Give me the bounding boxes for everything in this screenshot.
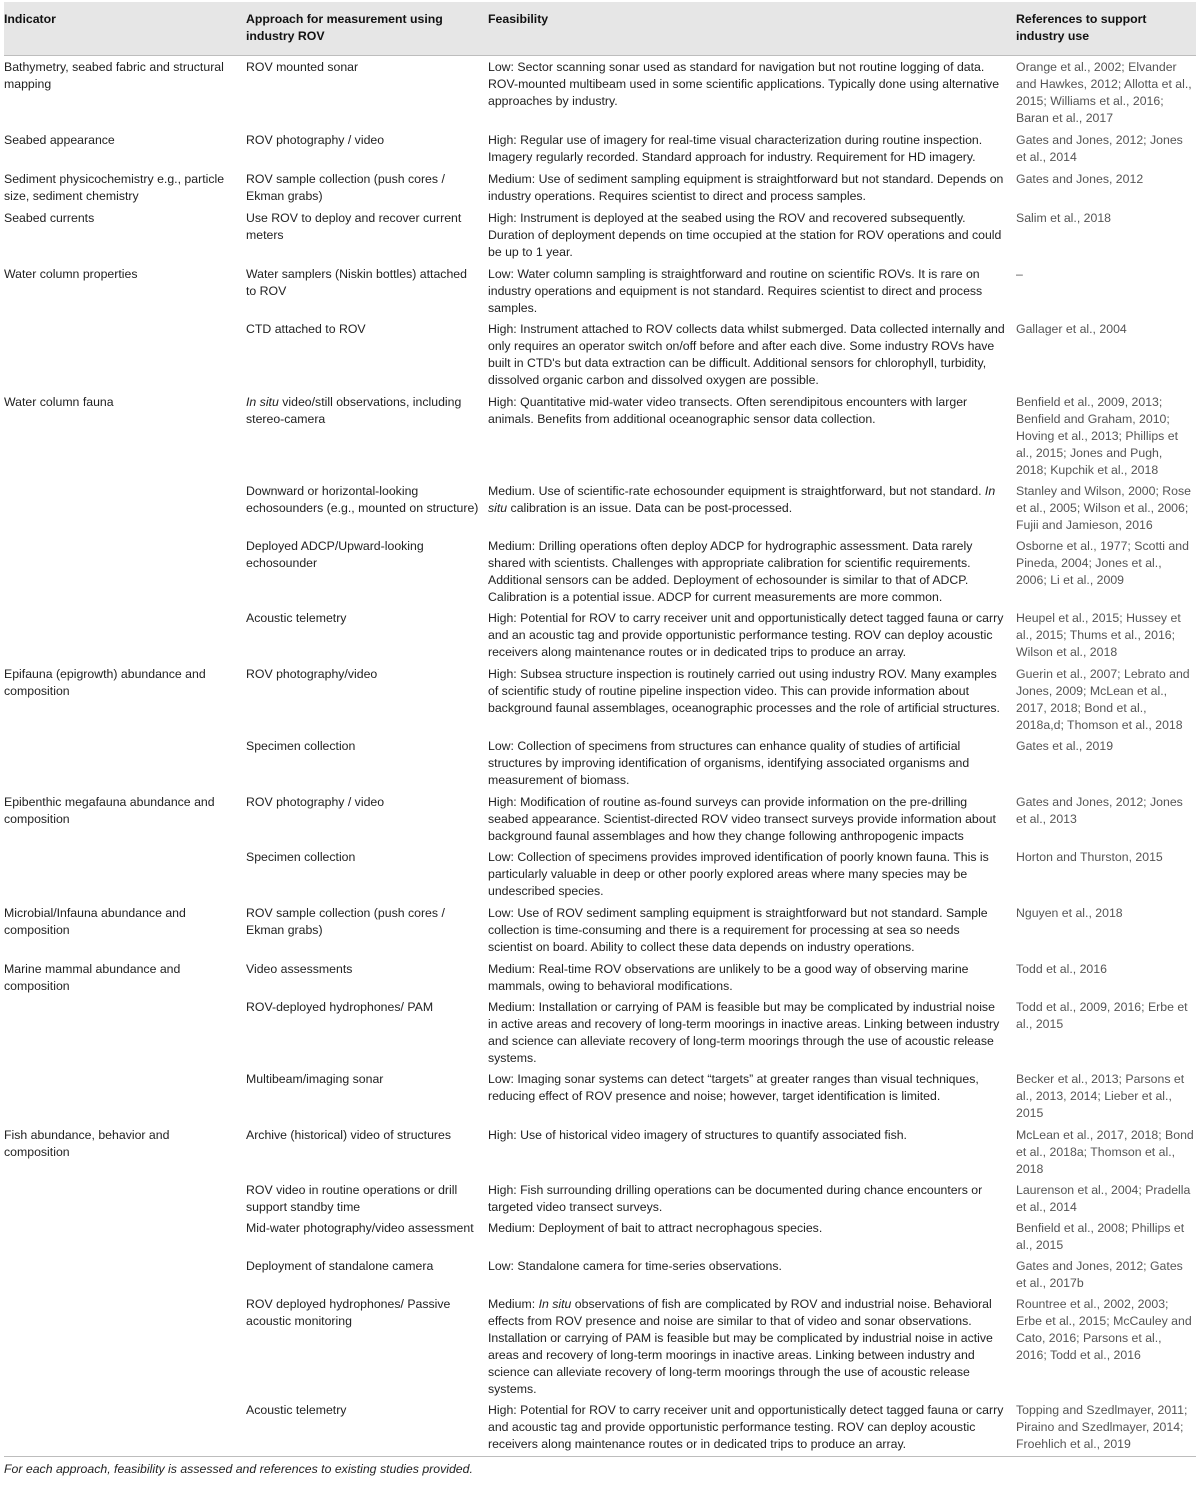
cell-feasibility <box>484 1256 1010 1294</box>
cell-approach <box>242 129 484 168</box>
feasibility-text: Low: Water column sampling is straightforward and routine on scientific ROVs. It is rare on industry operations and equipment is not standard. Requires scientist to direct and process samples. <box>488 267 983 315</box>
table-row <box>4 263 1196 319</box>
cell-feasibility <box>484 608 1010 663</box>
approach-text: ROV photography/video <box>246 667 378 681</box>
cell-approach <box>242 207 484 263</box>
approach-text: Acoustic telemetry <box>246 611 347 625</box>
feasibility-text: High: Use of historical video imagery of structures to quantify associated fish. <box>488 1128 907 1142</box>
header-feasibility: Feasibility <box>484 2 1010 56</box>
approach-text: Deployed ADCP/Upward-looking echosounder <box>246 539 424 570</box>
indicator-text: Epifauna (epigrowth) abundance and composition <box>4 667 206 698</box>
cell-feasibility <box>484 168 1010 207</box>
cell-approach <box>242 1069 484 1124</box>
references-text: Osborne et al., 1977; Scotti and Pineda, 2004; Jones et al., 2006; Li et al., 2009 <box>1016 539 1189 587</box>
header-references: References to support industry use <box>1010 2 1196 56</box>
cell-approach <box>242 168 484 207</box>
table-row <box>4 1069 1196 1124</box>
cell-indicator <box>4 1069 242 1124</box>
table-body <box>4 56 1196 1457</box>
feasibility-text: High: Fish surrounding drilling operations can be documented during chance encounters or targeted video transect surveys. <box>488 1183 983 1214</box>
table-row <box>4 997 1196 1069</box>
cell-indicator <box>4 1218 242 1256</box>
references-text: Gates and Jones, 2012; Jones et al., 2013 <box>1016 795 1183 826</box>
cell-feasibility <box>484 958 1010 997</box>
cell-indicator <box>4 129 242 168</box>
cell-references <box>1010 168 1196 207</box>
feasibility-text: Low: Collection of specimens from structures can enhance quality of studies of artificial structures by improving identification of organisms, identifying associated organisms and measurement of biomass. <box>488 739 970 787</box>
cell-references <box>1010 1256 1196 1294</box>
cell-indicator <box>4 736 242 791</box>
cell-approach <box>242 536 484 608</box>
approach-text: ROV mounted sonar <box>246 60 359 74</box>
references-text: Laurenson et al., 2004; Pradella et al., 2014 <box>1016 1183 1191 1214</box>
feasibility-text: calibration is an issue. Data can be post-processed. <box>507 501 793 515</box>
feasibility-text: Low: Collection of specimens provides improved identification of poorly known fauna. This is particularly valuable in deep or other poorly explored areas where many species may be undescribed species. <box>488 850 989 898</box>
cell-references <box>1010 902 1196 958</box>
cell-indicator <box>4 958 242 997</box>
feasibility-text: High: Instrument attached to ROV collects data whilst submerged. Data collected internally and only requires an operator switch on/off before and after each dive. Some industry ROVs have built in CTD's but data extraction can be difficult. Additional sensors for chlorophyll, turbidity, dissolved organic carbon and dissolved oxygen are possible. <box>488 322 1005 387</box>
references-text: Guerin et al., 2007; Lebrato and Jones, 2009; McLean et al., 2017, 2018; Bond et al., 2018a,d; Thomson et al., 2018 <box>1016 667 1190 732</box>
cell-indicator <box>4 56 242 130</box>
indicator-text: Bathymetry, seabed fabric and structural mapping <box>4 60 224 91</box>
feasibility-text: High: Potential for ROV to carry receiver unit and opportunistically detect tagged fauna or carry and an acoustic tag and provide opportunistic performance testing. ROV can deploy acoustic receivers along maintenance routes or in dedicated trips to produce an array. <box>488 611 1004 659</box>
cell-feasibility <box>484 1218 1010 1256</box>
cell-references <box>1010 536 1196 608</box>
indicator-text: Microbial/Infauna abundance and composition <box>4 906 186 937</box>
approach-text: Water samplers (Niskin bottles) attached to ROV <box>246 267 467 298</box>
references-text: Horton and Thurston, 2015 <box>1016 850 1163 864</box>
cell-feasibility <box>484 129 1010 168</box>
header-indicator: Indicator <box>4 2 242 56</box>
table-row <box>4 1124 1196 1180</box>
table-container <box>4 2 1196 1476</box>
table-row <box>4 736 1196 791</box>
cell-references <box>1010 608 1196 663</box>
cell-feasibility <box>484 736 1010 791</box>
references-text: Gates and Jones, 2012; Gates et al., 2017b <box>1016 1259 1183 1290</box>
references-text: Salim et al., 2018 <box>1016 211 1112 225</box>
feasibility-text: Medium: Installation or carrying of PAM is feasible but may be complicated by industrial noise in active areas and recovery of long-term moorings in inactive areas. Linking between industry and science can alleviate recovery of long-term moorings through the use of acoustic release systems. <box>488 1000 1000 1065</box>
cell-references <box>1010 319 1196 391</box>
cell-indicator <box>4 847 242 902</box>
cell-feasibility <box>484 56 1010 130</box>
cell-indicator <box>4 319 242 391</box>
cell-indicator <box>4 1180 242 1218</box>
feasibility-text: Medium: Drilling operations often deploy ADCP for hydrographic assessment. Data rarely shared with scientists. Challenges with appropriate calibration for scientific requirements. Additional sensors can be added. Deployment of echosounder is similar to that of ADCP. Calibration is a potential issue. ADCP for current measurements are more common. <box>488 539 973 604</box>
cell-approach <box>242 663 484 736</box>
cell-references <box>1010 847 1196 902</box>
indicator-text: Water column properties <box>4 267 138 281</box>
table-header <box>4 2 1196 56</box>
references-text: McLean et al., 2017, 2018; Bond et al., 2018a; Thomson et al., 2018 <box>1016 1128 1194 1176</box>
feasibility-text: Medium: Real-time ROV observations are unlikely to be a good way of observing marine mammals, owing to behavioral modifications. <box>488 962 969 993</box>
feasibility-text: Low: Use of ROV sediment sampling equipment is straightforward but not standard. Sample collection is time-consuming and there is a requirement for processing at sea so needs scientist on board. Ability to collect these data depends on industry operations. <box>488 906 988 954</box>
cell-approach <box>242 1256 484 1294</box>
indicator-text: Seabed currents <box>4 211 95 225</box>
cell-feasibility <box>484 536 1010 608</box>
table-row <box>4 207 1196 263</box>
feasibility-text: Low: Sector scanning sonar used as standard for navigation but not routine logging of data. ROV-mounted multibeam used in some scientific applications. Typically done using alternative approaches by industry. <box>488 60 1000 108</box>
cell-indicator <box>4 263 242 319</box>
approach-text: ROV photography / video <box>246 133 385 147</box>
approach-text: ROV-deployed hydrophones/ PAM <box>246 1000 434 1014</box>
table-row <box>4 791 1196 847</box>
feasibility-lead: Medium. Use of scientific-rate echosounder equipment is straightforward, but not standard. <box>488 484 982 498</box>
cell-approach <box>242 736 484 791</box>
cell-references <box>1010 129 1196 168</box>
feasibility-text: High: Instrument is deployed at the seabed using the ROV and recovered subsequently. Duration of deployment depends on time occupied at the station for ROV operations and could be up to 1 year. <box>488 211 1002 259</box>
italic-term: In situ <box>538 1297 572 1311</box>
approach-text: Archive (historical) video of structures <box>246 1128 452 1142</box>
table-row <box>4 1180 1196 1218</box>
indicator-text: Epibenthic megafauna abundance and composition <box>4 795 215 826</box>
header-approach: Approach for measurement using industry ROV <box>242 2 484 56</box>
approach-text: ROV video in routine operations or drill support standby time <box>246 1183 458 1214</box>
table-row <box>4 391 1196 481</box>
cell-approach <box>242 1294 484 1400</box>
references-text: Rountree et al., 2002, 2003; Erbe et al., 2015; McCauley and Cato, 2016; Parsons et al., 2016; Todd et al., 2016 <box>1016 1297 1192 1362</box>
table-row <box>4 847 1196 902</box>
feasibility-text: High: Quantitative mid-water video transects. Often serendipitous encounters with larger animals. Benefits from additional oceanographic sensor data collection. <box>488 395 968 426</box>
cell-approach <box>242 263 484 319</box>
approach-text: Multibeam/imaging sonar <box>246 1072 384 1086</box>
table-footnote: For each approach, feasibility is assessed and references to existing studies provided. <box>4 1462 473 1476</box>
references-text: Topping and Szedlmayer, 2011; Piraino and Szedlmayer, 2014; Froehlich et al., 2019 <box>1016 1403 1188 1451</box>
cell-indicator <box>4 207 242 263</box>
feasibility-text: High: Subsea structure inspection is routinely carried out using industry ROV. Many examples of scientific study of routine pipeline inspection video. This can provide information about background faunal assemblages, oceanographic processes and the role of artificial structures. <box>488 667 1000 715</box>
cell-approach <box>242 1400 484 1457</box>
references-text: Becker et al., 2013; Parsons et al., 2013, 2014; Lieber et al., 2015 <box>1016 1072 1185 1120</box>
cell-references <box>1010 1180 1196 1218</box>
approach-text: ROV sample collection (push cores / Ekman grabs) <box>246 906 445 937</box>
cell-references <box>1010 1218 1196 1256</box>
cell-approach <box>242 997 484 1069</box>
approach-text: Deployment of standalone camera <box>246 1259 434 1273</box>
references-text: Nguyen et al., 2018 <box>1016 906 1123 920</box>
table-row <box>4 168 1196 207</box>
table-row <box>4 536 1196 608</box>
approach-text: Mid-water photography/video assessment <box>246 1221 474 1235</box>
indicator-text: Sediment physicochemistry e.g., particle size, sediment chemistry <box>4 172 225 203</box>
cell-indicator <box>4 663 242 736</box>
cell-approach <box>242 608 484 663</box>
table-row <box>4 1294 1196 1400</box>
cell-indicator <box>4 168 242 207</box>
references-text: Benfield et al., 2008; Phillips et al., 2015 <box>1016 1221 1185 1252</box>
table-row <box>4 56 1196 130</box>
table-row <box>4 958 1196 997</box>
cell-feasibility <box>484 997 1010 1069</box>
cell-feasibility <box>484 847 1010 902</box>
cell-references <box>1010 736 1196 791</box>
approach-text: Specimen collection <box>246 850 356 864</box>
cell-references <box>1010 1124 1196 1180</box>
references-text: Gates and Jones, 2012 <box>1016 172 1144 186</box>
cell-feasibility <box>484 1180 1010 1218</box>
feasibility-lead: Medium: <box>488 1297 536 1311</box>
cell-indicator <box>4 536 242 608</box>
table-row <box>4 608 1196 663</box>
cell-indicator <box>4 1294 242 1400</box>
italic-term: In situ <box>488 484 996 515</box>
cell-feasibility <box>484 263 1010 319</box>
approach-text: CTD attached to ROV <box>246 322 366 336</box>
cell-feasibility <box>484 663 1010 736</box>
indicator-text: Seabed appearance <box>4 133 115 147</box>
table-row <box>4 1256 1196 1294</box>
feasibility-text: High: Modification of routine as-found surveys can provide information on the pre-drilling seabed appearance. Scientist-directed ROV video transect surveys provide information about background faunal assemblages and how they change following anthropogenic impacts <box>488 795 996 843</box>
references-text: Todd et al., 2016 <box>1016 962 1107 976</box>
cell-indicator <box>4 391 242 481</box>
cell-approach <box>242 1180 484 1218</box>
cell-references <box>1010 391 1196 481</box>
cell-approach <box>242 319 484 391</box>
cell-indicator <box>4 481 242 536</box>
approach-text: Specimen collection <box>246 739 356 753</box>
cell-references <box>1010 997 1196 1069</box>
feasibility-text: observations of fish are complicated by ROV and industrial noise. Behavioral effects from ROV presence and noise are similar to that of video and sonar observations. Installation or carrying of PAM is feasible but may be complicated by industrial noise in active areas and recovery of long-term moorings in inactive areas. Linking between industry and science can alleviate recovery of long-term moorings through the use of acoustic release systems. <box>488 1297 993 1396</box>
cell-indicator <box>4 997 242 1069</box>
cell-approach <box>242 481 484 536</box>
cell-feasibility <box>484 1069 1010 1124</box>
cell-feasibility <box>484 391 1010 481</box>
feasibility-text: High: Regular use of imagery for real-time visual characterization during routine inspection. Imagery regularly recorded. Standard approach for industry. Requirement for HD imagery. <box>488 133 983 164</box>
header-row <box>4 2 1196 56</box>
cell-approach <box>242 1218 484 1256</box>
cell-feasibility <box>484 1400 1010 1457</box>
cell-feasibility <box>484 481 1010 536</box>
cell-indicator <box>4 902 242 958</box>
references-text: Orange et al., 2002; Elvander and Hawkes, 2012; Allotta et al., 2015; Williams et al., 2016; Baran et al., 2017 <box>1016 60 1192 125</box>
references-text: – <box>1016 267 1023 281</box>
approach-text: ROV photography / video <box>246 795 385 809</box>
cell-references <box>1010 1069 1196 1124</box>
approach-text: Video assessments <box>246 962 353 976</box>
cell-references <box>1010 207 1196 263</box>
feasibility-text: Medium: Use of sediment sampling equipment is straightforward but not standard. Depends on industry operations. Requires scientist to direct and process samples. <box>488 172 1004 203</box>
italic-term: In situ <box>246 395 279 409</box>
indicator-text: Marine mammal abundance and composition <box>4 962 181 993</box>
cell-approach <box>242 391 484 481</box>
cell-references <box>1010 481 1196 536</box>
feasibility-text: Low: Imaging sonar systems can detect “targets” at greater ranges than visual techniques, reducing effect of ROV presence and noise; however, target identification is limited. <box>488 1072 979 1103</box>
cell-references <box>1010 958 1196 997</box>
cell-indicator <box>4 1256 242 1294</box>
cell-references <box>1010 1294 1196 1400</box>
approach-text: Acoustic telemetry <box>246 1403 347 1417</box>
references-text: Gates and Jones, 2012; Jones et al., 2014 <box>1016 133 1183 164</box>
approach-text: ROV deployed hydrophones/ Passive acoustic monitoring <box>246 1297 451 1328</box>
feasibility-text: High: Potential for ROV to carry receiver unit and opportunistically detect tagged fauna or carry and acoustic tag and provide opportunistic performance testing. ROV can deploy acoustic receivers along maintenance routes or in dedicated trips to produce an array. <box>488 1403 1004 1451</box>
cell-feasibility <box>484 207 1010 263</box>
feasibility-text: Medium: Deployment of bait to attract necrophagous species. <box>488 1221 823 1235</box>
approach-text: ROV sample collection (push cores / Ekman grabs) <box>246 172 445 203</box>
cell-indicator <box>4 1400 242 1457</box>
table-row <box>4 129 1196 168</box>
cell-approach <box>242 1124 484 1180</box>
cell-approach <box>242 847 484 902</box>
indicator-table <box>4 2 1196 1457</box>
cell-approach <box>242 958 484 997</box>
cell-feasibility <box>484 791 1010 847</box>
cell-indicator <box>4 791 242 847</box>
cell-approach <box>242 56 484 130</box>
table-row <box>4 902 1196 958</box>
table-row <box>4 1218 1196 1256</box>
cell-feasibility <box>484 902 1010 958</box>
approach-text: Use ROV to deploy and recover current meters <box>246 211 462 242</box>
table-row <box>4 1400 1196 1457</box>
approach-text: video/still observations, including stereo-camera <box>246 395 462 426</box>
cell-approach <box>242 902 484 958</box>
cell-references <box>1010 263 1196 319</box>
cell-references <box>1010 56 1196 130</box>
cell-references <box>1010 791 1196 847</box>
cell-approach <box>242 791 484 847</box>
references-text: Gallager et al., 2004 <box>1016 322 1127 336</box>
references-text: Stanley and Wilson, 2000; Rose et al., 2005; Wilson et al., 2006; Fujii and Jamieson, 2016 <box>1016 484 1191 532</box>
indicator-text: Fish abundance, behavior and composition <box>4 1128 170 1159</box>
indicator-text: Water column fauna <box>4 395 114 409</box>
references-text: Gates et al., 2019 <box>1016 739 1114 753</box>
references-text: Benfield et al., 2009, 2013; Benfield and Graham, 2010; Hoving et al., 2013; Phillips et al., 2015; Jones and Pugh, 2018; Kupchik et al., 2018 <box>1016 395 1179 477</box>
cell-references <box>1010 1400 1196 1457</box>
cell-indicator <box>4 608 242 663</box>
cell-feasibility <box>484 1294 1010 1400</box>
feasibility-text: Low: Standalone camera for time-series observations. <box>488 1259 782 1273</box>
references-text: Todd et al., 2009, 2016; Erbe et al., 2015 <box>1016 1000 1188 1031</box>
cell-feasibility <box>484 1124 1010 1180</box>
cell-references <box>1010 663 1196 736</box>
table-row <box>4 319 1196 391</box>
table-row <box>4 663 1196 736</box>
cell-feasibility <box>484 319 1010 391</box>
approach-text: Downward or horizontal-looking echosounders (e.g., mounted on structure) <box>246 484 479 515</box>
cell-indicator <box>4 1124 242 1180</box>
table-row <box>4 481 1196 536</box>
references-text: Heupel et al., 2015; Hussey et al., 2015; Thums et al., 2016; Wilson et al., 2018 <box>1016 611 1181 659</box>
